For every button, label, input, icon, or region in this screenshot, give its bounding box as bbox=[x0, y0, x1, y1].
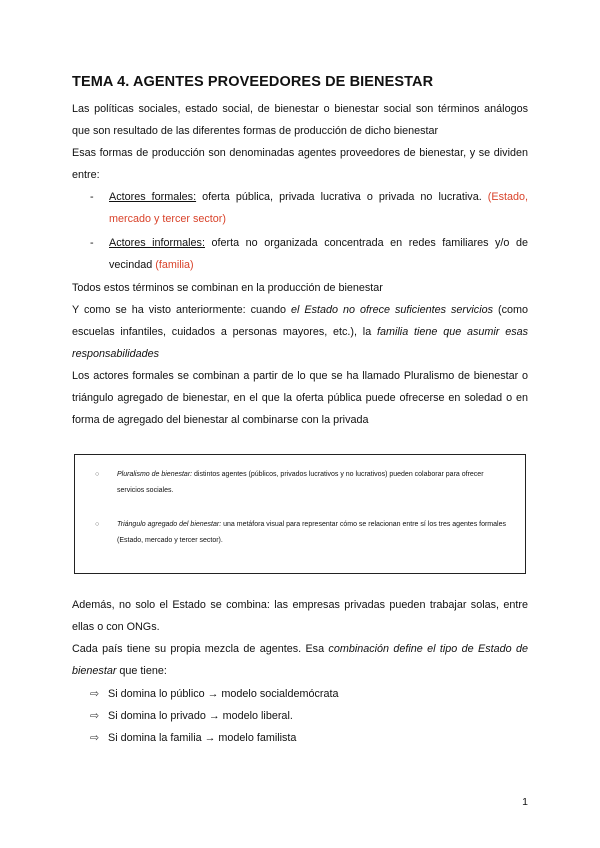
bullet-informal-actors bbox=[90, 232, 528, 276]
circle-bullet-icon: ○ bbox=[95, 471, 100, 478]
country-mix-paragraph: Cada país tiene su propia mezcla de agentes. Esa combinación define el tipo de Estado de bienestar que tiene: bbox=[72, 643, 528, 677]
circle-bullet-icon: ○ bbox=[95, 521, 100, 528]
definition-term: Triángulo agregado del bienestar: bbox=[117, 521, 222, 528]
forms-paragraph: Esas formas de producción son denominadas agentes proveedores de bienestar, y se dividen entre: bbox=[72, 147, 528, 181]
combination-emphasis: combinación define el tipo de Estado de bienestar bbox=[72, 643, 528, 677]
model-item-private bbox=[90, 705, 293, 727]
informal-actors-text: oferta no organizada concentrada en redes familiares y/o de vecindad bbox=[109, 237, 528, 271]
arrow-right-icon: ⇨ bbox=[90, 688, 100, 700]
state-family-paragraph: Y como se ha visto anteriormente: cuando el Estado no ofrece suficientes servicios (como escuelas infantiles, cuidados a personas mayores, etc.), la familia tiene que asumir esas responsabilidades bbox=[72, 304, 528, 360]
bullet-formal-actors bbox=[90, 186, 528, 230]
definition-text: distintos agentes (públicos, privados lucrativos y no lucrativos) pueden colaborar para ofrecer servicios sociales. bbox=[117, 471, 484, 494]
intro-paragraph: Las políticas sociales, estado social, de bienestar o bienestar social son términos análogos que son resultado de las diferentes formas de producción de dicho bienestar bbox=[72, 103, 528, 137]
model-text: Si domina lo público → modelo socialdemócrata bbox=[108, 688, 339, 700]
dash-bullet-icon: - bbox=[90, 191, 94, 203]
informal-actors-label: Actores informales: bbox=[109, 237, 205, 249]
model-item-family bbox=[90, 727, 296, 749]
definition-box bbox=[74, 454, 526, 574]
model-text: Si domina la familia → modelo familista bbox=[108, 732, 297, 744]
formal-actors-note: (Estado, mercado y tercer sector) bbox=[109, 191, 528, 225]
informal-actors-note: (familia) bbox=[152, 259, 194, 271]
ngo-paragraph: Además, no solo el Estado se combina: las empresas privadas pueden trabajar solas, entre ellas o con ONGs. bbox=[72, 599, 528, 633]
formal-actors-label: Actores formales: bbox=[109, 191, 197, 203]
page-number: 1 bbox=[522, 796, 528, 808]
combination-paragraph: Todos estos términos se combinan en la producción de bienestar bbox=[72, 282, 383, 294]
definition-term: Pluralismo de bienestar: bbox=[117, 471, 193, 478]
formal-actors-text: oferta pública, privada lucrativa o privada no lucrativa. bbox=[196, 191, 482, 203]
arrow-right-icon: ⇨ bbox=[90, 732, 100, 744]
family-emphasis: familia tiene que asumir esas responsabilidades bbox=[72, 326, 528, 360]
model-text: Si domina lo privado → modelo liberal. bbox=[108, 710, 293, 722]
definition-triangle bbox=[95, 517, 509, 549]
definition-text: una metáfora visual para representar cómo se relacionan entre sí los tres agentes formales (Estado, mercado y tercer sector). bbox=[117, 521, 506, 544]
page-title: TEMA 4. AGENTES PROVEEDORES DE BIENESTAR bbox=[72, 74, 434, 90]
model-item-public bbox=[90, 683, 338, 705]
state-emphasis: el Estado no ofrece suficientes servicios bbox=[291, 304, 493, 316]
definition-pluralism bbox=[95, 467, 509, 499]
dash-bullet-icon: - bbox=[90, 237, 94, 249]
arrow-right-icon: ⇨ bbox=[90, 710, 100, 722]
pluralism-paragraph: Los actores formales se combinan a partir de lo que se ha llamado Pluralismo de bienestar o triángulo agregado de bienestar, en el que la oferta pública puede ofrecerse en soledad o en forma de agregado del bienestar al combinarse con la privada bbox=[72, 370, 528, 426]
